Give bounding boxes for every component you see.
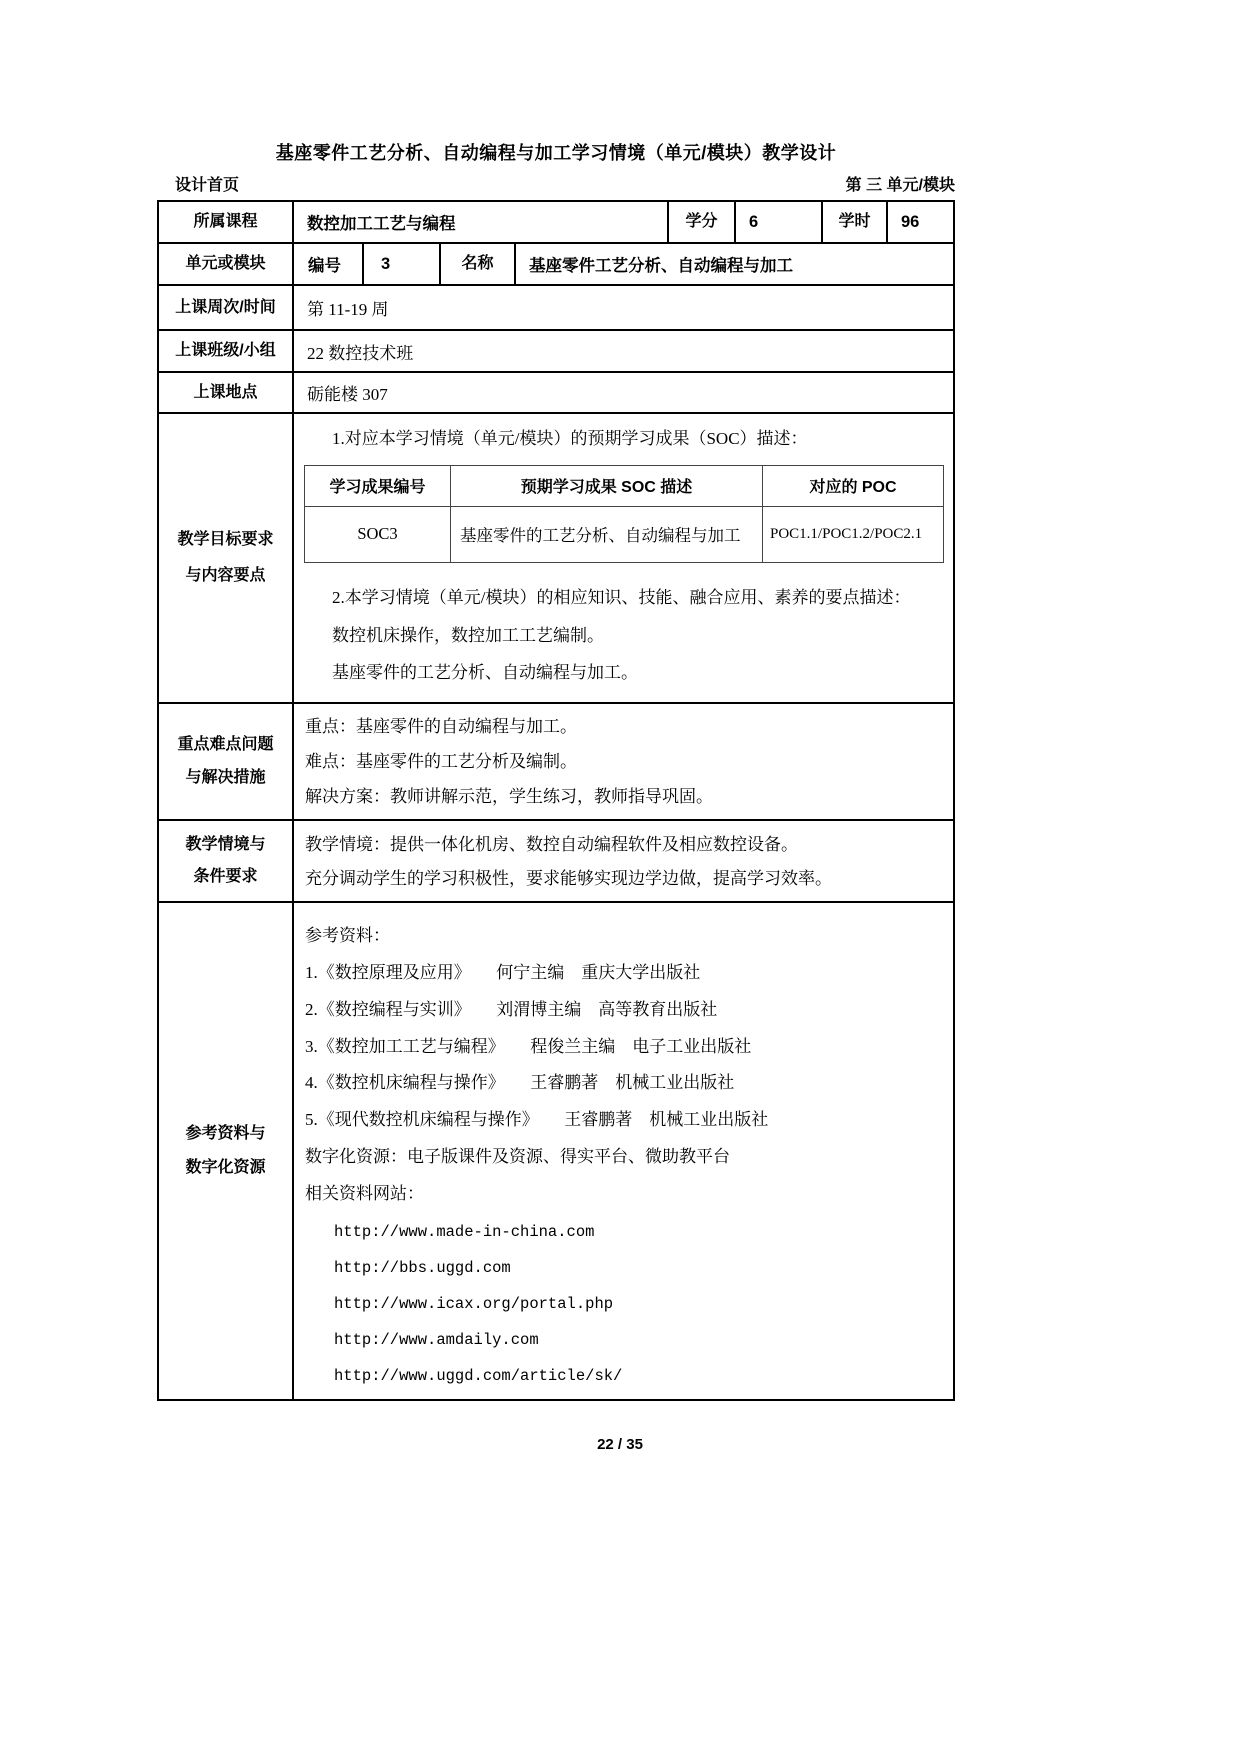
weeks-label: 上课周次/时间 bbox=[175, 298, 276, 316]
reference-book-4: 4.《数控机床编程与操作》 王睿鹏著 机械工业出版社 bbox=[305, 1073, 735, 1093]
page-title: 基座零件工艺分析、自动编程与加工学习情境（单元/模块）教学设计 bbox=[275, 143, 837, 163]
row-location bbox=[159, 371, 953, 412]
objectives-detail-2: 基座零件的工艺分析、自动编程与加工。 bbox=[332, 662, 638, 682]
row-unit bbox=[159, 242, 953, 284]
row-keypoints bbox=[159, 702, 953, 819]
reference-book-1: 1.《数控原理及应用》 何宁主编 重庆大学出版社 bbox=[305, 962, 701, 982]
location-label: 上课地点 bbox=[193, 383, 258, 401]
soc-header-poc: 对应的 POC bbox=[762, 466, 943, 506]
references-label bbox=[159, 903, 292, 1399]
unit-name-label: 名称 bbox=[439, 244, 514, 284]
keypoints-line-1: 重点：基座零件的自动编程与加工。 bbox=[305, 717, 577, 736]
row-context bbox=[159, 819, 953, 901]
objectives-content bbox=[292, 414, 958, 702]
related-websites-heading: 相关资料网站： bbox=[305, 1184, 424, 1204]
reference-book-2: 2.《数控编程与实训》 刘渭博主编 高等教育出版社 bbox=[305, 999, 718, 1019]
row-course bbox=[159, 202, 953, 242]
hours-value: 96 bbox=[886, 202, 953, 242]
context-label-line1: 教学情境与 bbox=[185, 835, 266, 853]
soc-id-value: SOC3 bbox=[357, 524, 398, 544]
objectives-label-line1: 教学目标要求 bbox=[177, 531, 274, 549]
page-number: 22 / 35 bbox=[597, 1436, 643, 1453]
references-label-line1: 参考资料与 bbox=[185, 1124, 266, 1142]
row-objectives bbox=[159, 412, 953, 702]
keypoints-content bbox=[292, 704, 953, 819]
soc-table-data-row bbox=[305, 506, 943, 562]
soc-table-header-row bbox=[305, 466, 943, 506]
credit-value: 6 bbox=[734, 202, 821, 242]
keypoints-label-line1: 重点难点问题 bbox=[177, 735, 274, 753]
references-label-line2: 数字化资源 bbox=[185, 1159, 266, 1177]
keypoints-line-3: 解决方案：教师讲解示范，学生练习，教师指导巩固。 bbox=[305, 786, 713, 806]
context-label-line2: 条件要求 bbox=[193, 868, 258, 886]
row-weeks bbox=[159, 284, 953, 329]
teaching-design-table bbox=[157, 200, 955, 1401]
context-content bbox=[292, 821, 953, 901]
reference-book-3: 3.《数控加工工艺与编程》 程俊兰主编 电子工业出版社 bbox=[305, 1036, 752, 1056]
unit-no-value: 3 bbox=[362, 244, 439, 284]
subheader-unit-number: 第 三 单元/模块 bbox=[845, 177, 955, 194]
soc-table bbox=[304, 465, 944, 563]
credit-label: 学分 bbox=[667, 202, 734, 242]
objectives-label-line2: 与内容要点 bbox=[185, 567, 266, 584]
reference-url-5: http://www.uggd.com/article/sk/ bbox=[334, 1366, 623, 1385]
context-line-1: 教学情境：提供一体化机房、数控自动编程软件及相应数控设备。 bbox=[305, 834, 798, 854]
course-label: 所属课程 bbox=[193, 213, 258, 231]
context-line-2: 充分调动学生的学习积极性，要求能够实现边学边做，提高学习效率。 bbox=[305, 868, 832, 888]
weeks-value: 第 11-19 周 bbox=[292, 286, 953, 329]
reference-url-2: http://bbs.uggd.com bbox=[334, 1259, 511, 1278]
objectives-point2: 2.本学习情境（单元/模块）的相应知识、技能、融合应用、素养的要点描述： bbox=[332, 587, 911, 607]
location-value: 砺能楼 307 bbox=[292, 373, 953, 412]
digital-resources-line: 数字化资源：电子版课件及资源、得实平台、微助教平台 bbox=[305, 1147, 730, 1167]
references-heading: 参考资料： bbox=[305, 925, 390, 945]
row-references bbox=[159, 901, 953, 1399]
soc-poc-value: POC1.1/POC1.2/POC2.1 bbox=[762, 507, 943, 562]
soc-description-value: 基座零件的工艺分析、自动编程与加工 bbox=[450, 507, 762, 562]
course-value: 数控加工工艺与编程 bbox=[292, 202, 667, 242]
objectives-detail-1: 数控机床操作，数控加工工艺编制。 bbox=[332, 625, 604, 645]
keypoints-line-2: 难点：基座零件的工艺分析及编制。 bbox=[305, 751, 577, 771]
row-class-group bbox=[159, 329, 953, 371]
soc-header-id: 学习成果编号 bbox=[329, 479, 426, 497]
subheader-design-homepage: 设计首页 bbox=[175, 177, 240, 194]
context-label bbox=[159, 821, 292, 901]
subheader bbox=[157, 172, 955, 195]
keypoints-label-line2: 与解决措施 bbox=[185, 769, 266, 787]
unit-no-label: 编号 bbox=[292, 244, 362, 284]
hours-label: 学时 bbox=[821, 202, 886, 242]
reference-url-1: http://www.made-in-china.com bbox=[334, 1223, 595, 1242]
class-group-value: 22 数控技术班 bbox=[292, 331, 953, 371]
class-group-label: 上课班级/小组 bbox=[175, 342, 276, 360]
objectives-intro: 1.对应本学习情境（单元/模块）的预期学习成果（SOC）描述： bbox=[332, 429, 808, 448]
reference-url-3: http://www.icax.org/portal.php bbox=[334, 1295, 614, 1314]
soc-header-description: 预期学习成果 SOC 描述 bbox=[450, 466, 762, 506]
objectives-label bbox=[159, 414, 292, 702]
unit-name-value: 基座零件工艺分析、自动编程与加工 bbox=[514, 244, 953, 284]
unit-label: 单元或模块 bbox=[185, 255, 266, 273]
reference-url-4: http://www.amdaily.com bbox=[334, 1330, 539, 1349]
references-content bbox=[292, 903, 953, 1399]
keypoints-label bbox=[159, 704, 292, 819]
reference-book-5: 5.《现代数控机床编程与操作》 王睿鹏著 机械工业出版社 bbox=[305, 1110, 769, 1130]
